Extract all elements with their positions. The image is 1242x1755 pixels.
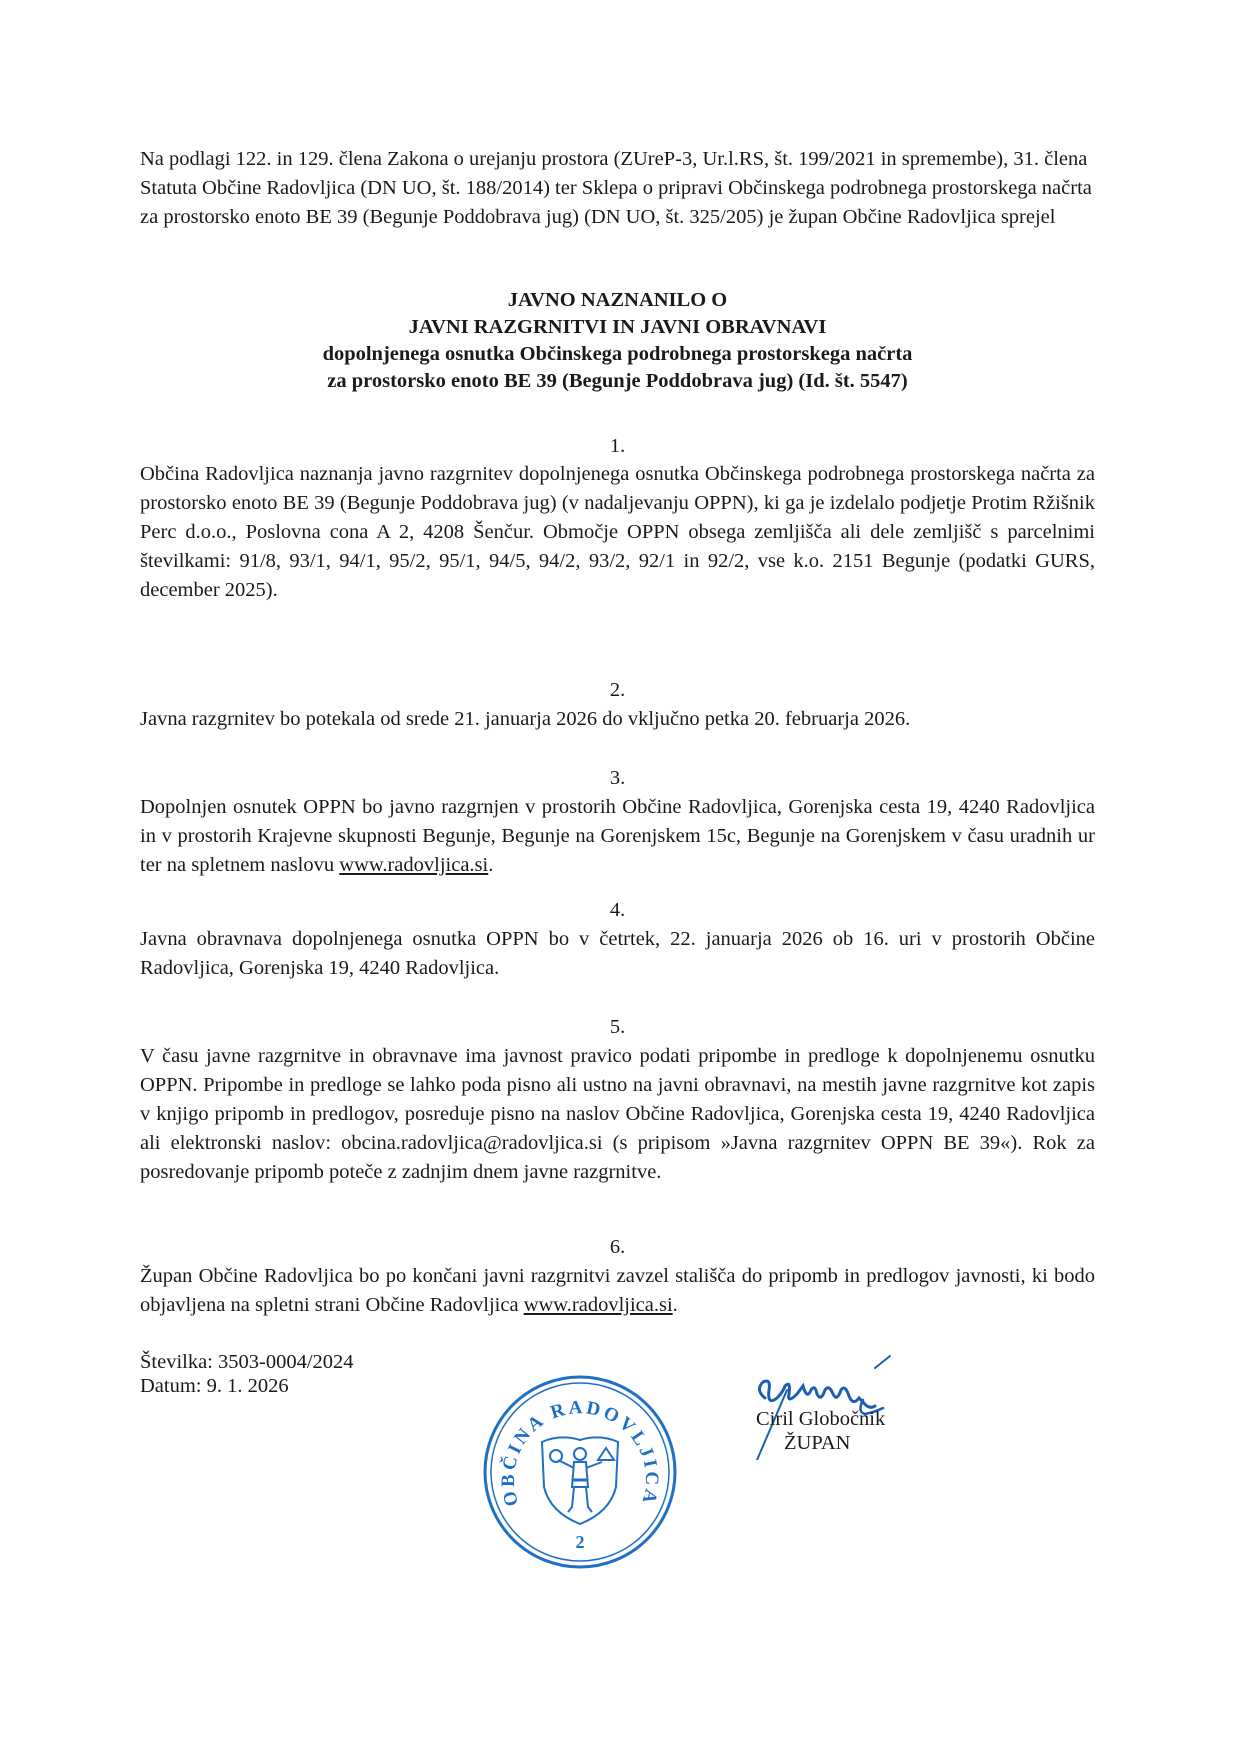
signer-title: ŽUPAN bbox=[784, 1432, 851, 1454]
heading-line-2: JAVNI RAZGRNITVI IN JAVNI OBRAVNAVI bbox=[408, 316, 827, 338]
document-date: Datum: 9. 1. 2026 bbox=[140, 1375, 289, 1397]
signer-name: Ciril Globočnik bbox=[756, 1408, 886, 1430]
municipality-stamp bbox=[480, 1372, 680, 1572]
section-text: Občina Radovljica naznanja javno razgrnitev dopolnjenega osnutka Občinskega podrobnega prostorskega načrta za prostorsko enoto BE 39 (Begunje Poddobrava jug) (v nadaljevanju OPPN), ki ga je izdelalo podjetje Protim Ržišnik Perc d.o.o., Poslovna cona A 2, 4208 Šenčur. Območje OPPN obsega zemljišča ali dele zemljišč s parcelnimi številkami: 91/8, 93/1, 94/1, 95/2, 95/1, 94/5, 94/2, 93/2, 92/1 in 92/2, vse k.o. 2151 Begunje (podatki GURS, december 2025). bbox=[140, 463, 1095, 601]
website-link[interactable]: www.radovljica.si bbox=[339, 854, 489, 876]
section-text: Javna razgrnitev bo potekala od srede 21. januarja 2026 do vključno petka 20. februarja 2026. bbox=[140, 708, 911, 730]
section-number: 1. bbox=[609, 435, 626, 457]
section-text-tail: . bbox=[488, 854, 494, 876]
section-text-body: Župan Občine Radovljica bo po končani javni razgrnitvi zavzel stališča do pripomb in predlogov javnosti, ki bodo objavljena na spletni strani Občine Radovljica bbox=[140, 1265, 1095, 1316]
coat-of-arms-icon bbox=[542, 1437, 618, 1524]
section-text-tail: . bbox=[672, 1294, 678, 1316]
section-number: 3. bbox=[609, 767, 626, 789]
section-number: 2. bbox=[609, 679, 626, 701]
document-number: Številka: 3503-0004/2024 bbox=[140, 1351, 354, 1373]
section-text bbox=[140, 793, 1095, 880]
heading-line-4: za prostorsko enoto BE 39 (Begunje Poddobrava jug) (Id. št. 5547) bbox=[327, 370, 908, 392]
section-text-body: Dopolnjen osnutek OPPN bo javno razgrnjen v prostorih Občine Radovljica, Gorenjska cesta 19, 4240 Radovljica in v prostorih Krajevne skupnosti Begunje, Begunje na Gorenjskem 15c, Begunje na Gorenjskem v času uradnih ur ter na spletnem naslovu bbox=[140, 796, 1095, 876]
section-text bbox=[140, 1262, 1095, 1320]
section-text: V času javne razgrnitve in obravnave ima javnost pravico podati pripombe in predloge k dopolnjenemu osnutku OPPN. Pripombe in predloge se lahko poda pisno ali ustno na javni obravnavi, na mestih javne razgrnitve kot zapis v knjigo pripomb in predlogov, posreduje pisno na naslov Občine Radovljica, Gorenjska cesta 19, 4240 Radovljica ali elektronski naslov: obcina.radovljica@radovljica.si (s pripisom »Javna razgrnitev OPPN BE 39«). Rok za posredovanje pripomb poteče z zadnjim dnem javne razgrnitve. bbox=[140, 1045, 1095, 1183]
website-link[interactable]: www.radovljica.si bbox=[523, 1294, 673, 1316]
section-number: 6. bbox=[609, 1236, 626, 1258]
section-text: Javna obravnava dopolnjenega osnutka OPPN bo v četrtek, 22. januarja 2026 ob 16. uri v prostorih Občine Radovljica, Gorenjska 19, 4240 Radovljica. bbox=[140, 928, 1095, 979]
stamp-number: 2 bbox=[575, 1532, 585, 1552]
heading-line-1: JAVNO NAZNANILO O bbox=[507, 289, 728, 311]
signer-block bbox=[756, 1407, 885, 1455]
document-heading bbox=[140, 287, 1095, 395]
stamp-text: OBČINA RADOVLJICA bbox=[497, 1397, 663, 1509]
section-number: 5. bbox=[609, 1016, 626, 1038]
document-meta bbox=[140, 1350, 354, 1398]
section-number: 4. bbox=[609, 899, 626, 921]
heading-line-3: dopolnjenega osnutka Občinskega podrobnega prostorskega načrta bbox=[322, 343, 913, 365]
intro-paragraph: Na podlagi 122. in 129. člena Zakona o urejanju prostora (ZUreP-3, Ur.l.RS, št. 199/2021 in spremembe), 31. člena Statuta Občine Radovljica (DN UO, št. 188/2014) ter Sklepa o pripravi Občinskega podrobnega prostorskega načrta za prostorsko enoto BE 39 (Begunje Poddobrava jug) (DN UO, št. 325/205) je župan Občine Radovljica sprejel bbox=[140, 148, 1092, 228]
